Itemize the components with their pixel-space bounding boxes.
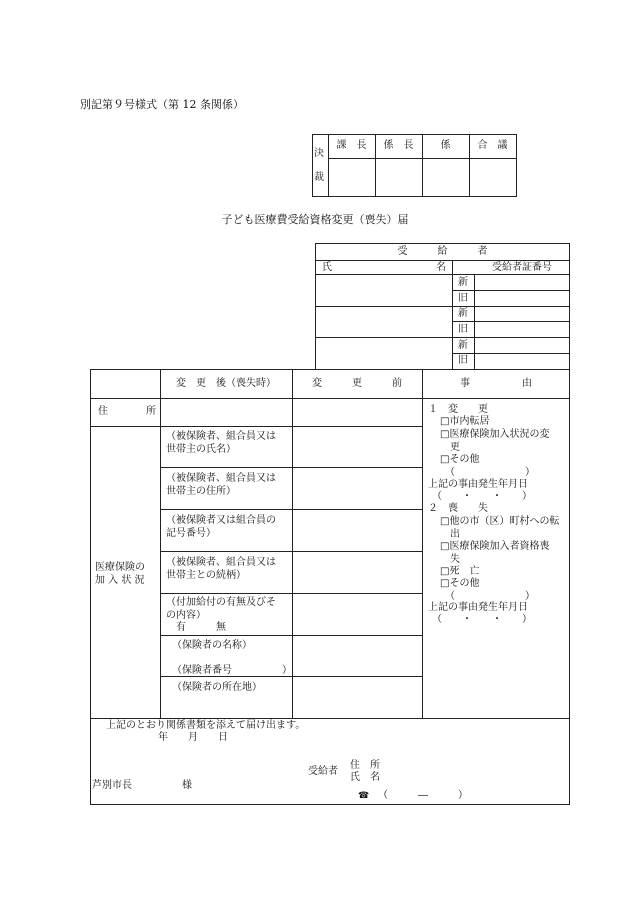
reason-checkbox-item: □その他 （ ） [440, 454, 535, 478]
approval-column-header: 係 長 [383, 140, 414, 151]
reason-checkbox-item: □死 亡 [440, 566, 480, 577]
approval-column-header: 係 [440, 140, 451, 151]
insurance-field-label: （保険者の所在地） [172, 682, 262, 693]
event-date-label: 上記の事由発生年月日 [428, 479, 528, 490]
approval-column-header: 課 長 [336, 140, 367, 151]
reason-checkbox-item: □その他 （ ） [440, 578, 535, 602]
approval-column-header: 合 議 [477, 140, 508, 151]
phone-number-field: （ ― ） [378, 790, 468, 801]
insurance-status-label: 加 入 状 況 [95, 575, 145, 586]
reason-checkbox-item: □他の市（区）町村への転 出 [440, 516, 560, 540]
name-column-label: 氏 [322, 262, 332, 273]
insurance-field-label: （被保険者、組合員又は 世帯主との続柄） [166, 557, 276, 581]
new-old-label: 新 [458, 308, 468, 319]
phone-icon: ☎ [358, 791, 370, 801]
insurance-field-label: （付加給付の有無及びそ の内容） 有 無 [166, 597, 276, 633]
document-title: 子ども医療費受給資格変更（喪失）届 [221, 213, 409, 226]
column-header-after: 変 更 後（喪失時） [176, 378, 276, 389]
form-label: 別記第９号様式（第 12 条関係） [80, 98, 244, 111]
new-old-label: 旧 [458, 293, 468, 304]
addressee: 芦別市長 様 [92, 780, 192, 791]
loss-heading: ２ 喪 失 [428, 503, 488, 514]
applicant-label: 受給者 [308, 766, 338, 777]
insurance-field-label: （保険者の名称） （保険者番号 ） [172, 640, 292, 676]
certificate-number-label: 受給者証番号 [492, 262, 552, 273]
column-header-reason: 事 [460, 378, 470, 389]
name-column-label: 名 [436, 262, 446, 273]
recipient-header: 受 給 者 [397, 246, 488, 257]
insurance-status-label: 医療保険の [95, 562, 145, 573]
change-heading: １ 変 更 [428, 404, 488, 415]
new-old-label: 新 [458, 340, 468, 351]
address-row-label: 住 [98, 406, 108, 417]
insurance-field-label: （被保険者、組合員又は 世帯主の氏名） [166, 431, 276, 455]
applicant-name-label: 氏 名 [350, 772, 380, 783]
new-old-label: 旧 [458, 324, 468, 335]
submission-date: 年 月 日 [158, 732, 228, 743]
event-date-field: （ ・ ・ ） [432, 491, 532, 502]
insurance-field-label: （被保険者、組合員又は 世帯主の住所） [166, 473, 276, 497]
reason-checkbox-item: □医療保険加入状況の変 更 [440, 429, 550, 453]
approval-label: 決 [314, 148, 324, 159]
insurance-field-label: （被保険者又は組合員の 記号番号） [166, 515, 276, 539]
reason-checkbox-item: □市内転居 [440, 416, 490, 427]
column-header-reason: 由 [522, 378, 532, 389]
declaration-statement: 上記のとおり関係書類を添えて届け出ます。 [106, 720, 306, 731]
applicant-address-label: 住 所 [350, 760, 380, 771]
reason-checkbox-item: □医療保険加入者資格喪 失 [440, 541, 550, 565]
column-header-before: 変 更 前 [312, 378, 402, 389]
address-row-label: 所 [146, 406, 156, 417]
new-old-label: 新 [458, 277, 468, 288]
event-date-label: 上記の事由発生年月日 [428, 602, 528, 613]
new-old-label: 旧 [458, 355, 468, 366]
event-date-field: （ ・ ・ ） [432, 614, 532, 625]
approval-label: 裁 [314, 172, 324, 183]
